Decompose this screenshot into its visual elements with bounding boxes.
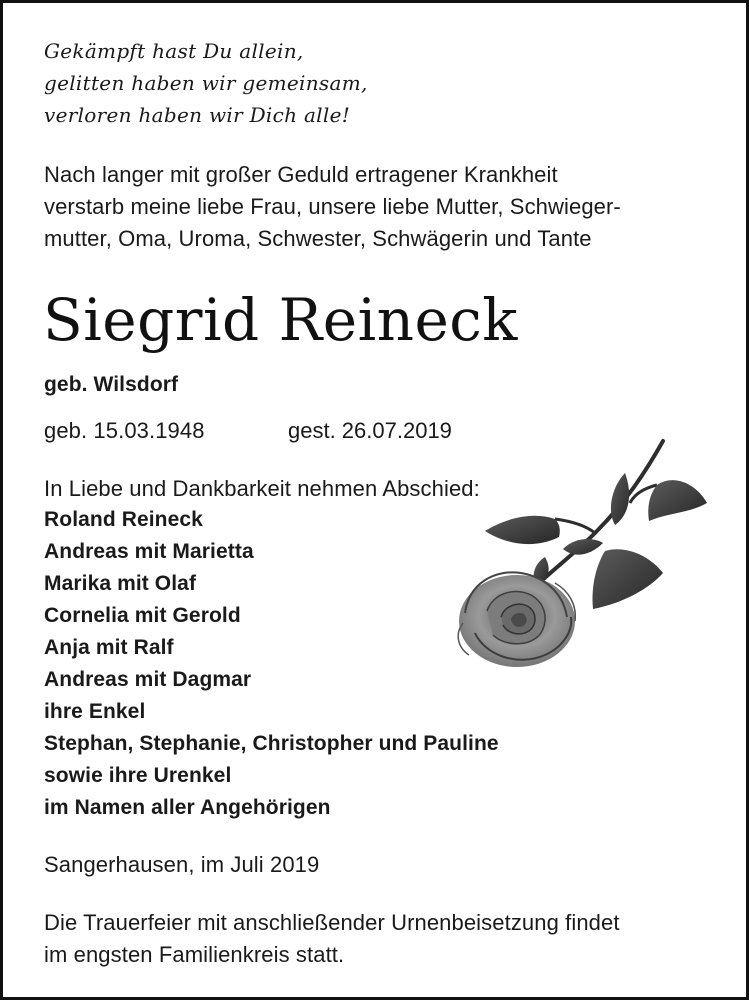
birth-date: geb. 15.03.1948 — [44, 418, 205, 443]
mourner-line: Andreas mit Dagmar — [44, 668, 252, 691]
maiden-name: geb. Wilsdorf — [44, 373, 179, 396]
intro-line: Nach langer mit großer Geduld ertragener Krankheit — [44, 162, 558, 187]
mourner-line: sowie ihre Urenkel — [44, 764, 232, 787]
funeral-note-line: im engsten Familienkreis statt. — [44, 942, 345, 967]
mourner-line: ihre Enkel — [44, 700, 146, 723]
rose-icon — [435, 433, 720, 678]
funeral-note-line: Die Trauerfeier mit anschließender Urnenbeisetzung findet — [44, 910, 620, 935]
death-date: gest. 26.07.2019 — [288, 418, 452, 443]
deceased-name: Siegrid Reineck — [43, 286, 518, 354]
mourner-line: Andreas mit Marietta — [44, 540, 254, 563]
mourner-line: im Namen aller Angehörigen — [44, 796, 331, 819]
mourner-line: Roland Reineck — [44, 508, 203, 531]
motto-line: gelitten haben wir gemeinsam, — [44, 71, 368, 95]
mourner-line: Stephan, Stephanie, Christopher und Pauline — [44, 732, 499, 755]
mourner-line: Marika mit Olaf — [44, 572, 197, 595]
motto-line: verloren haben wir Dich alle! — [44, 103, 351, 127]
place-date: Sangerhausen, im Juli 2019 — [44, 852, 320, 877]
mourner-line: Anja mit Ralf — [44, 636, 174, 659]
intro-line: mutter, Oma, Uroma, Schwester, Schwägerin und Tante — [44, 226, 592, 251]
motto-line: Gekämpft hast Du allein, — [44, 39, 304, 63]
mourner-line: Cornelia mit Gerold — [44, 604, 241, 627]
farewell-intro: In Liebe und Dankbarkeit nehmen Abschied: — [44, 476, 480, 501]
intro-line: verstarb meine liebe Frau, unsere liebe Mutter, Schwieger- — [44, 194, 621, 219]
